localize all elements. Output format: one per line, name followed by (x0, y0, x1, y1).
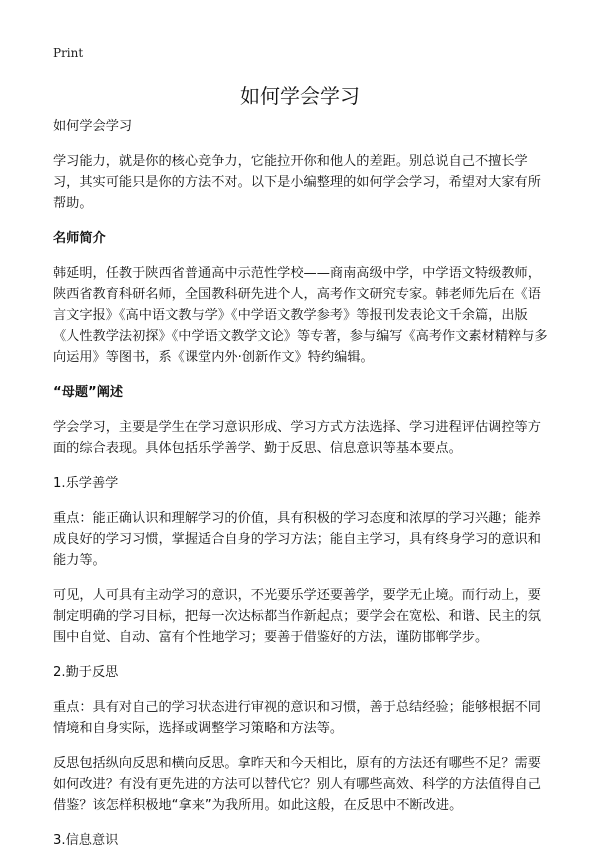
point-2-paragraph: 反思包括纵向反思和横向反思。拿昨天和今天相比，原有的方法还有哪些不足？需要如何改进？有没有更先进的方法可以替代它？别人有哪些高效、科学的方法值得自己借鉴？该怎样积极地“拿来”为我所用。如此这般，在反思中不断改进。 (53, 756, 541, 813)
point-3-title: 3.信息意识 (53, 833, 119, 848)
theme-paragraph: 学会学习，主要是学生在学习意识形成、学习方式方法选择、学习进程评估调控等方面的综合表现。具体包括乐学善学、勤于反思、信息意识等基本要点。 (53, 420, 541, 456)
point-1-paragraph: 可见，人可具有主动学习的意识，不光要乐学还要善学，要学无止境。而行动上，要制定明确的学习目标，把每一次达标都当作新起点；要学会在宽松、和谐、民主的氛围中自觉、自动、富有个性地学习；要善于借鉴好的方法，谨防邯郸学步。 (53, 588, 541, 645)
teacher-intro-paragraph: 韩延明，任教于陕西省普通高中示范性学校——商南高级中学，中学语文特级教师，陕西省教育科研名师，全国教科研先进个人，高考作文研究专家。韩老师先后在《语言文字报》《高中语文教与学》《中学语文教学参考》等报刊发表论文千余篇，出版《人性教学法初探》《中学语文教学文论》等专著，参与编写《高考作文素材精粹与多向运用》等图书，系《课堂内外·创新作文》特约编辑。 (53, 266, 548, 365)
point-2-title: 2.勤于反思 (53, 665, 119, 680)
point-1-key-paragraph: 重点：能正确认识和理解学习的价值，具有积极的学习态度和浓厚的学习兴趣；能养成良好的学习习惯，掌握适合自身的学习方法；能自主学习，具有终身学习的意识和能力等。 (53, 511, 541, 568)
intro-paragraph: 学习能力，就是你的核心竞争力，它能拉开你和他人的差距。别总说自己不擅长学习，其实可能只是你的方法不对。以下是小编整理的如何学会学习，希望对大家有所帮助。 (53, 154, 541, 211)
point-2-key-paragraph: 重点：具有对自己的学习状态进行审视的意识和习惯，善于总结经验；能够根据不同情境和自身实际，选择或调整学习策略和方法等。 (53, 700, 541, 736)
point-1-title: 1.乐学善学 (53, 476, 119, 491)
section-heading-teacher: 名师简介 (53, 231, 106, 246)
page-title: 如何学会学习 (240, 84, 360, 108)
article-body (53, 116, 553, 865)
article-subtitle: 如何学会学习 (53, 119, 133, 134)
section-heading-theme: “母题”阐述 (53, 385, 124, 400)
print-link[interactable]: Print (53, 46, 84, 60)
